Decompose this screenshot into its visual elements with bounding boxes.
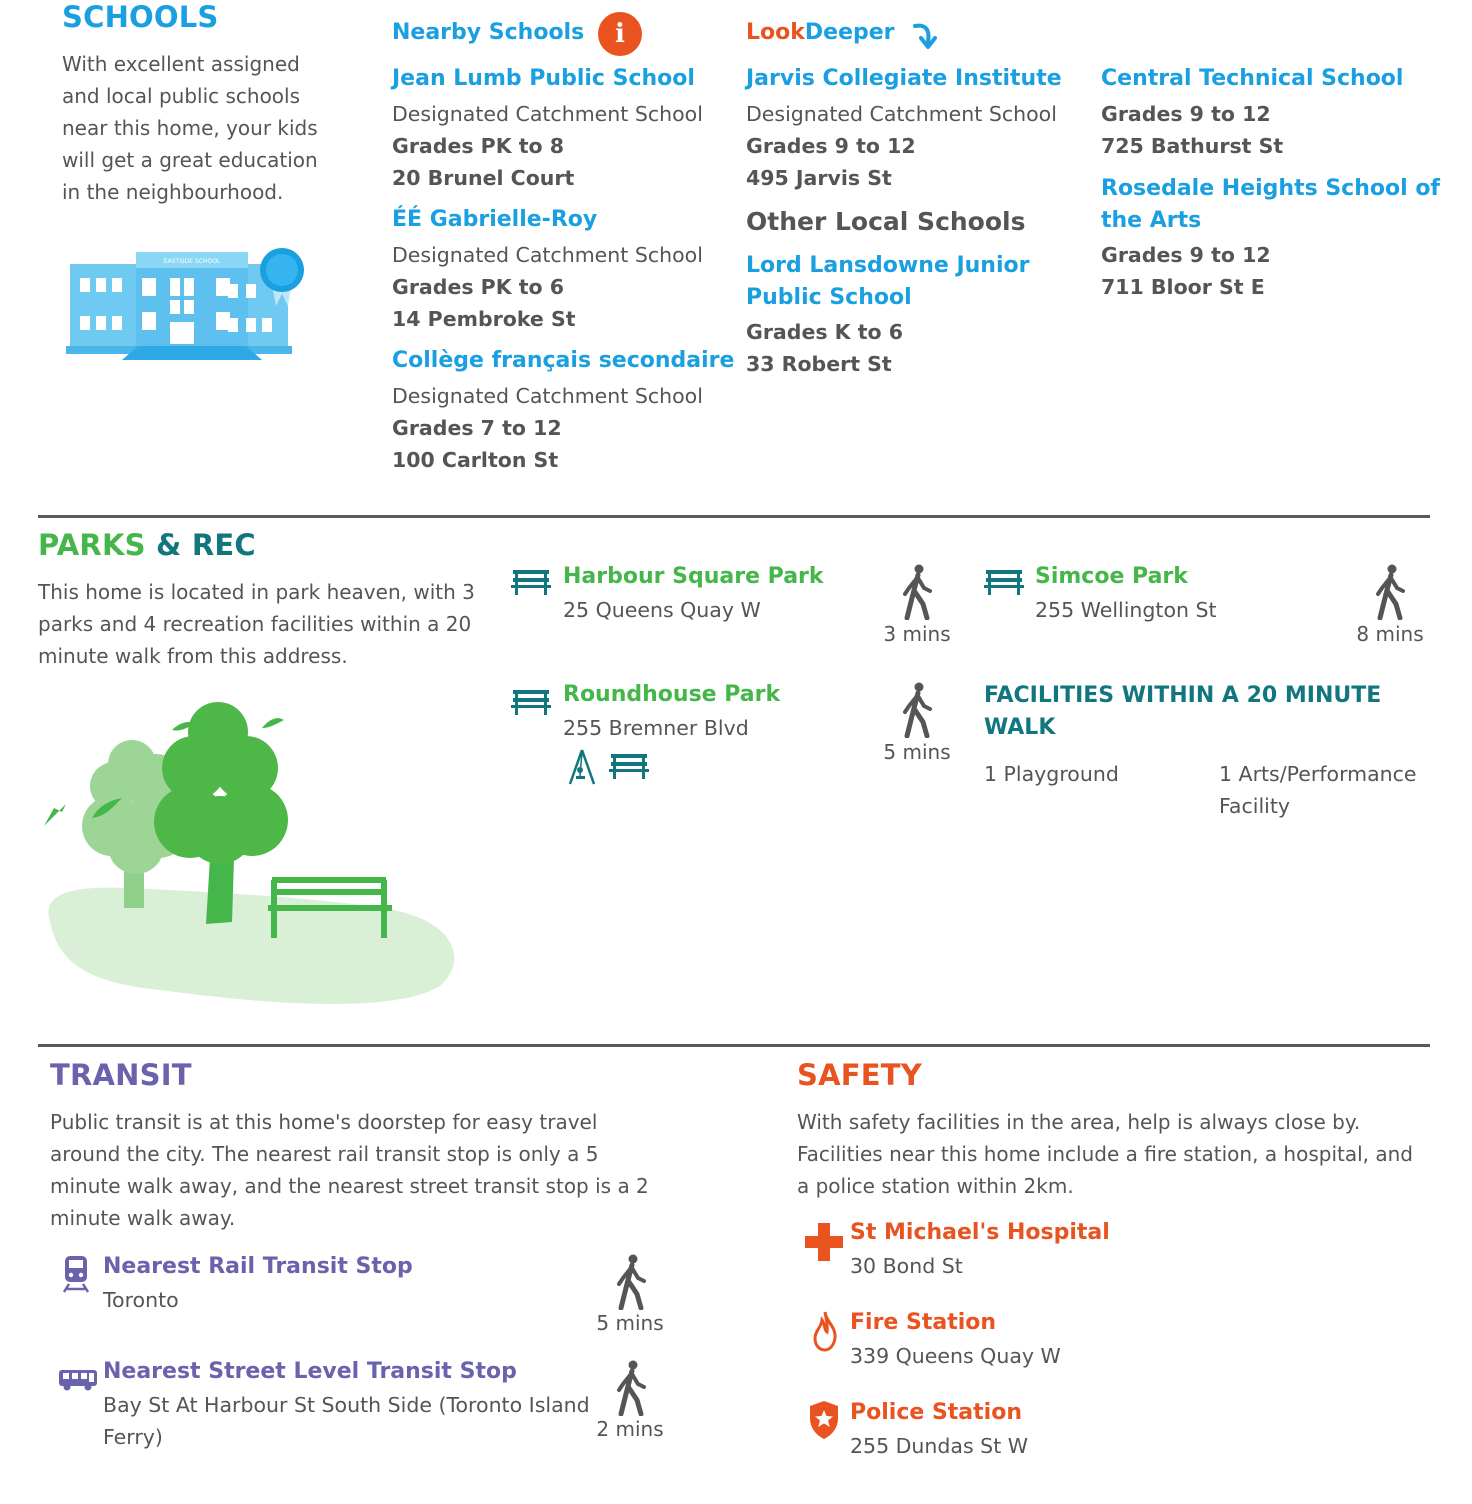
arrow-down-right-icon [912, 22, 938, 50]
school-address: 14 Pembroke St [392, 307, 576, 331]
school-grades: Grades K to 6 [746, 320, 903, 344]
park-link-roundhouse[interactable]: Roundhouse Park [563, 682, 781, 707]
schools-description: With excellent assigned and local public schools near this home, your kids will get a great education in the neighbourhood. [62, 52, 318, 204]
school-building-icon [66, 244, 310, 362]
fire-station-link[interactable]: Fire Station [850, 1310, 997, 1335]
train-icon [62, 1254, 90, 1294]
safety-description: With safety facilities in the area, help is always close by. Facilities near this home include a fire station, a hospital, and a police station within 2km. [797, 1110, 1414, 1198]
school-link-lord-lansdowne[interactable] [746, 250, 1076, 314]
walking-person-icon [897, 682, 937, 738]
school-address: 711 Bloor St E [1101, 275, 1265, 299]
school-address: 495 Jarvis St [746, 166, 892, 190]
facility-item: 1 Arts/Performance Facility [1219, 762, 1417, 818]
school-address: 33 Robert St [746, 352, 892, 376]
walk-time: 2 mins [596, 1417, 664, 1441]
school-link-jean-lumb[interactable]: Jean Lumb Public School [392, 66, 695, 91]
parks-title-b: REC [191, 528, 256, 562]
park-address: 255 Bremner Blvd [563, 716, 749, 740]
fire-icon [812, 1310, 838, 1352]
school-type: Designated Catchment School [392, 102, 703, 126]
school-link-gabrielle-roy[interactable]: ÉÉ Gabrielle-Roy [392, 207, 598, 232]
school-grades: Grades 9 to 12 [1101, 102, 1271, 126]
walking-person-icon [1370, 564, 1410, 620]
school-grades: Grades PK to 8 [392, 134, 565, 158]
rail-stop-name: Toronto [103, 1288, 179, 1312]
school-name-line: Public School [746, 285, 912, 310]
walking-person-icon [897, 564, 937, 620]
walk-time: 8 mins [1356, 622, 1424, 646]
school-grades: Grades 7 to 12 [392, 416, 562, 440]
bench-icon [609, 752, 649, 780]
transit-description: Public transit is at this home's doorstep for easy travel around the city. The nearest rail transit stop is only a 5 minute walk away, and the nearest street transit stop is a 2 minute walk away. [50, 1110, 649, 1230]
swing-icon [566, 748, 598, 786]
school-grades: Grades 9 to 12 [746, 134, 916, 158]
school-name-line: Rosedale Heights School of [1101, 176, 1441, 201]
hospital-link[interactable]: St Michael's Hospital [850, 1220, 1110, 1245]
park-address: 255 Wellington St [1035, 598, 1217, 622]
section-divider [38, 515, 1430, 518]
police-badge-icon [808, 1400, 840, 1440]
police-station-address: 255 Dundas St W [850, 1434, 1029, 1458]
walk-time: 5 mins [883, 740, 951, 764]
fire-station-address: 339 Queens Quay W [850, 1344, 1061, 1368]
bus-icon [58, 1368, 98, 1392]
walk-time: 3 mins [883, 622, 951, 646]
park-link-harbour-square[interactable]: Harbour Square Park [563, 564, 824, 589]
school-address: 100 Carlton St [392, 448, 559, 472]
school-grades: Grades PK to 6 [392, 275, 565, 299]
parks-title-amp: & [156, 528, 182, 562]
bench-icon [984, 568, 1024, 596]
park-address: 25 Queens Quay W [563, 598, 761, 622]
walk-time: 5 mins [596, 1311, 664, 1335]
bench-icon [511, 688, 551, 716]
info-icon[interactable]: i [598, 12, 642, 56]
walking-person-icon [611, 1360, 651, 1416]
facility-item: 1 Playground [984, 762, 1119, 786]
section-divider [38, 1044, 1430, 1047]
street-stop-name: Bay St At Harbour St South Side (Toronto Island Ferry) [103, 1393, 590, 1449]
nearby-schools-title: Nearby Schools [392, 20, 585, 45]
bench-icon [511, 568, 551, 596]
safety-title: SAFETY [797, 1058, 922, 1092]
park-illustration-icon [40, 700, 460, 1012]
school-link-rosedale-heights[interactable] [1101, 173, 1451, 237]
lookdeeper-look: Look [746, 20, 805, 45]
hospital-cross-icon [804, 1222, 844, 1262]
walking-person-icon [611, 1254, 651, 1310]
parks-description: This home is located in park heaven, with 3 parks and 4 recreation facilities within a 20 minute walk from this address. [38, 580, 475, 668]
lookdeeper-deeper: Deeper [804, 20, 895, 45]
park-link-simcoe[interactable]: Simcoe Park [1035, 564, 1188, 589]
hospital-address: 30 Bond St [850, 1254, 963, 1278]
school-name-line: Lord Lansdowne Junior [746, 253, 1030, 278]
police-station-link[interactable]: Police Station [850, 1400, 1022, 1425]
schools-title: SCHOOLS [62, 0, 219, 34]
parks-title-a: PARKS [38, 528, 146, 562]
transit-title: TRANSIT [50, 1058, 192, 1092]
school-type: Designated Catchment School [392, 384, 703, 408]
school-type: Designated Catchment School [746, 102, 1057, 126]
school-sign-text: EASTSIDE SCHOOL [163, 258, 221, 265]
school-link-college-francais[interactable]: Collège français secondaire [392, 348, 735, 373]
lookdeeper-title [746, 18, 895, 48]
school-link-jarvis[interactable]: Jarvis Collegiate Institute [746, 66, 1062, 91]
parks-title [38, 528, 256, 562]
other-local-schools-title: Other Local Schools [746, 207, 1026, 236]
school-type: Designated Catchment School [392, 243, 703, 267]
school-address: 725 Bathurst St [1101, 134, 1284, 158]
school-name-line: the Arts [1101, 208, 1202, 233]
street-stop-link[interactable]: Nearest Street Level Transit Stop [103, 1359, 517, 1384]
school-address: 20 Brunel Court [392, 166, 575, 190]
school-link-central-technical[interactable]: Central Technical School [1101, 66, 1404, 91]
rail-stop-link[interactable]: Nearest Rail Transit Stop [103, 1254, 413, 1279]
school-grades: Grades 9 to 12 [1101, 243, 1271, 267]
facilities-title: FACILITIES WITHIN A 20 MINUTE WALK [984, 683, 1382, 740]
